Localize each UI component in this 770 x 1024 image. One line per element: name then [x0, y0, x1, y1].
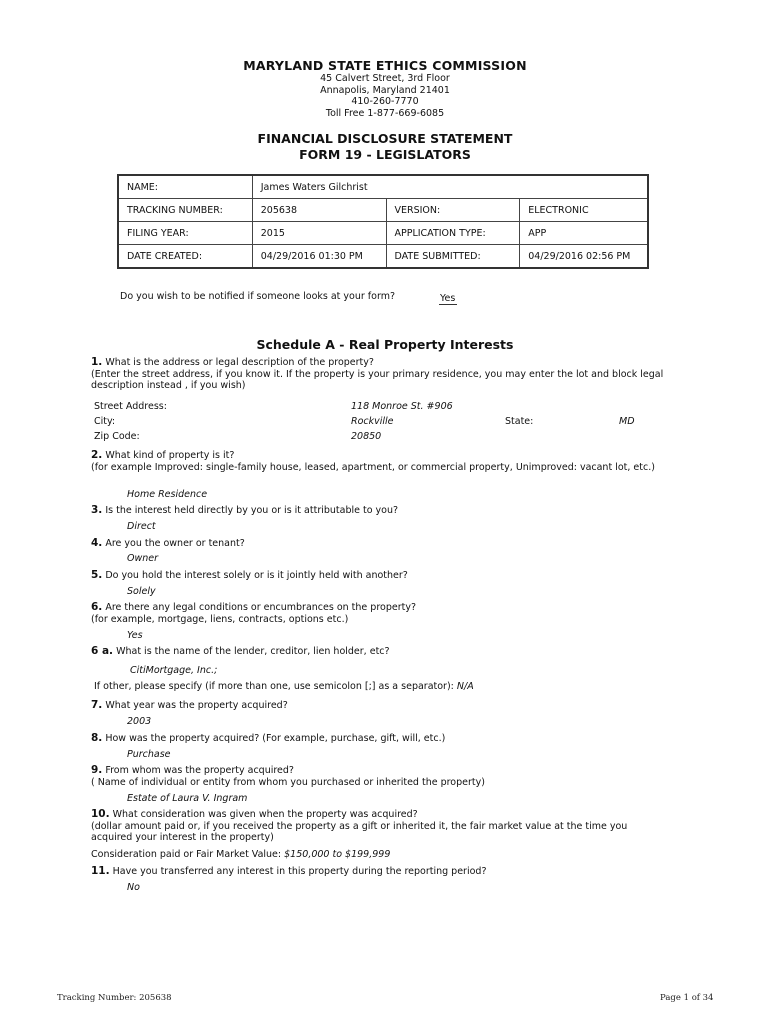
question-note: (Enter the street address, if you know it. If the property is your primary residence, you may enter the lot and block legal description instead , if you wish)	[91, 368, 664, 391]
address-line-2: Annapolis, Maryland 21401	[320, 84, 450, 96]
question-number: 11.	[91, 865, 110, 877]
tracking-label: TRACKING NUMBER:	[118, 199, 252, 222]
answer-4: Owner	[127, 553, 159, 564]
question-number: 9.	[91, 764, 103, 776]
question-text: Have you transferred any interest in this property during the reporting period?	[112, 866, 487, 877]
question-number: 6 a.	[91, 645, 114, 657]
zip-code-label: Zip Code:	[94, 431, 140, 442]
question-text: Do you hold the interest solely or is it jointly held with another?	[105, 570, 408, 581]
table-row	[118, 175, 648, 199]
question-number: 3.	[91, 504, 103, 516]
question-text: What is the name of the lender, creditor, lien holder, etc?	[116, 646, 390, 657]
name-value: James Waters Gilchrist	[252, 175, 648, 199]
question-text: What consideration was given when the property was acquired?	[112, 809, 418, 820]
answer-3: Direct	[127, 521, 156, 532]
question-6	[91, 602, 671, 625]
other-lender-label	[94, 681, 474, 692]
footer-page-number: Page 1 of 34	[660, 993, 714, 1003]
question-note: (for example, mortgage, liens, contracts, options etc.)	[91, 613, 349, 625]
tracking-value: 205638	[252, 199, 386, 222]
state-value: MD	[619, 416, 635, 427]
question-8	[91, 733, 671, 745]
notify-answer: Yes	[440, 293, 456, 304]
question-text: What kind of property is it?	[105, 450, 235, 461]
state-label: State:	[505, 416, 534, 427]
question-9	[91, 765, 671, 788]
answer-8: Purchase	[127, 749, 171, 760]
consideration-value: $150,000 to $199,999	[284, 849, 391, 860]
answer-9: Estate of Laura V. Ingram	[127, 793, 248, 804]
version-value: ELECTRONIC	[520, 199, 648, 222]
question-6a	[91, 646, 671, 658]
form-title-line-1: FINANCIAL DISCLOSURE STATEMENT	[257, 131, 513, 146]
agency-name: MARYLAND STATE ETHICS COMMISSION	[243, 58, 527, 73]
question-text: How was the property acquired? (For example, purchase, gift, will, etc.)	[105, 733, 446, 744]
version-label: VERSION:	[386, 199, 520, 222]
question-2	[91, 450, 671, 473]
date-created-label: DATE CREATED:	[118, 245, 252, 269]
schedule-title: Schedule A - Real Property Interests	[256, 337, 514, 352]
answer-5: Solely	[127, 586, 156, 597]
question-11	[91, 866, 671, 878]
consideration-row	[91, 849, 390, 860]
address-line-1: 45 Calvert Street, 3rd Floor	[320, 73, 450, 84]
city-label: City:	[94, 416, 116, 427]
date-submitted-label: DATE SUBMITTED:	[386, 245, 520, 269]
question-text: Are there any legal conditions or encumbrances on the property?	[105, 602, 417, 613]
question-text: What year was the property acquired?	[105, 700, 288, 711]
question-text: What is the address or legal description of the property?	[105, 357, 374, 368]
application-type-label: APPLICATION TYPE:	[386, 222, 520, 245]
notify-question: Do you wish to be notified if someone looks at your form?	[120, 291, 395, 302]
answer-2: Home Residence	[127, 489, 208, 500]
answer-11: No	[127, 882, 140, 893]
date-submitted-value: 04/29/2016 02:56 PM	[520, 245, 648, 269]
filing-year-value: 2015	[252, 222, 386, 245]
phone-number: 410-260-7770	[351, 96, 419, 107]
question-3	[91, 505, 671, 517]
question-number: 7.	[91, 699, 103, 711]
table-row	[118, 199, 648, 222]
city-value: Rockville	[351, 416, 394, 427]
form-title	[0, 131, 770, 163]
table-row	[118, 222, 648, 245]
question-text: From whom was the property acquired?	[105, 765, 294, 776]
filer-info-table	[117, 174, 649, 269]
filing-year-label: FILING YEAR:	[118, 222, 252, 245]
question-note: ( Name of individual or entity from whom you purchased or inherited the property)	[91, 776, 485, 788]
question-note: (for example Improved: single-family house, leased, apartment, or commercial property, Unimproved: vacant lot, etc.)	[91, 461, 655, 473]
question-5	[91, 570, 671, 582]
question-7	[91, 700, 671, 712]
table-row	[118, 245, 648, 269]
question-number: 2.	[91, 449, 103, 461]
question-number: 10.	[91, 808, 110, 820]
form-title-line-2: FORM 19 - LEGISLATORS	[299, 147, 471, 162]
other-lender-prompt: If other, please specify (if more than one, use semicolon [;] as a separator):	[94, 681, 454, 692]
question-number: 8.	[91, 732, 103, 744]
street-address-label: Street Address:	[94, 401, 167, 412]
date-created-value: 04/29/2016 01:30 PM	[252, 245, 386, 269]
question-4	[91, 538, 671, 550]
answer-6: Yes	[127, 630, 143, 641]
consideration-label: Consideration paid or Fair Market Value:	[91, 849, 282, 860]
letterhead	[0, 58, 770, 119]
question-10	[91, 809, 671, 844]
street-address-value: 118 Monroe St. #906	[351, 401, 453, 412]
question-note: (dollar amount paid or, if you received the property as a gift or inherited it, the fair market value at the time you acquired your interest in the property)	[91, 820, 628, 843]
footer-tracking-number: Tracking Number: 205638	[57, 993, 172, 1003]
other-lender-value: N/A	[456, 681, 474, 692]
question-text: Are you the owner or tenant?	[105, 538, 245, 549]
question-text: Is the interest held directly by you or is it attributable to you?	[105, 505, 399, 516]
toll-free-number: Toll Free 1-877-669-6085	[325, 107, 445, 119]
question-number: 5.	[91, 569, 103, 581]
question-number: 6.	[91, 601, 103, 613]
answer-7: 2003	[127, 716, 152, 727]
question-1	[91, 357, 671, 392]
application-type-value: APP	[520, 222, 648, 245]
question-number: 4.	[91, 537, 103, 549]
answer-6a: CitiMortgage, Inc.;	[130, 665, 218, 676]
zip-code-value: 20850	[351, 431, 382, 442]
name-label: NAME:	[118, 175, 252, 199]
question-number: 1.	[91, 356, 103, 368]
